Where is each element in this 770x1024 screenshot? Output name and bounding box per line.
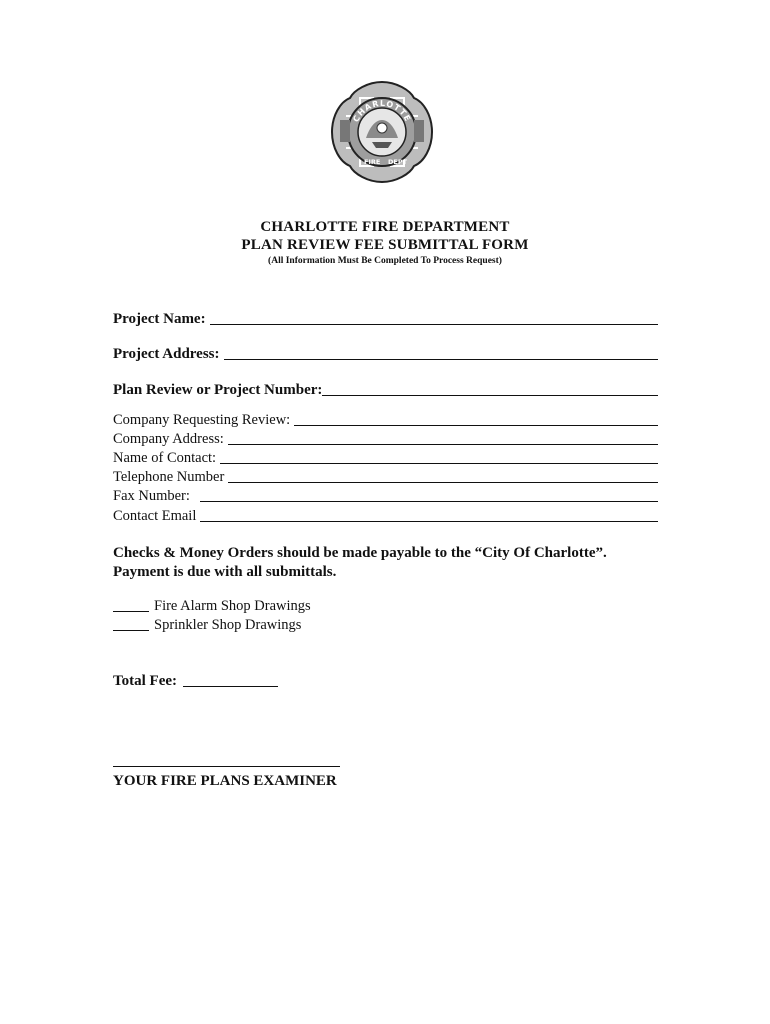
fire-department-logo <box>326 76 438 188</box>
form-title-line-2: PLAN REVIEW FEE SUBMITTAL FORM <box>241 237 529 253</box>
total-fee-field[interactable] <box>113 673 278 690</box>
total-fee-line[interactable] <box>183 686 278 687</box>
form-subtitle: (All Information Must Be Completed To Process Request) <box>268 256 502 266</box>
project-name-field[interactable] <box>113 311 658 328</box>
name-of-contact-label: Name of Contact: <box>113 450 217 466</box>
sprinkler-shop-drawings-option[interactable] <box>113 617 301 634</box>
company-address-field[interactable] <box>113 431 658 448</box>
fax-number-label: Fax Number: <box>113 488 190 504</box>
fax-number-line[interactable] <box>200 501 658 502</box>
company-address-label: Company Address: <box>113 431 224 447</box>
sprinkler-shop-drawings-label: Sprinkler Shop Drawings <box>154 617 302 633</box>
name-of-contact-line[interactable] <box>220 463 658 464</box>
logo-bottom-right-text: DEPT <box>388 158 408 166</box>
company-requesting-review-label: Company Requesting Review: <box>113 412 291 428</box>
telephone-number-line[interactable] <box>228 482 658 483</box>
examiner-signature-label: YOUR FIRE PLANS EXAMINER <box>113 773 337 789</box>
telephone-number-label: Telephone Number <box>113 469 225 485</box>
logo-bottom-left-text: FIRE <box>364 158 381 166</box>
plan-review-number-line[interactable] <box>322 395 658 396</box>
examiner-signature-line[interactable] <box>113 766 340 767</box>
fire-alarm-checkbox-line[interactable] <box>113 611 149 612</box>
fax-number-field[interactable] <box>113 488 658 505</box>
payment-note-line-2: Payment is due with all submittals. <box>113 564 337 580</box>
fire-alarm-shop-drawings-option[interactable] <box>113 598 311 615</box>
logo-top-text: CHARLOTTE <box>351 98 413 124</box>
plan-review-number-field[interactable] <box>113 382 658 399</box>
form-title-line-1: CHARLOTTE FIRE DEPARTMENT <box>260 219 510 235</box>
contact-email-label: Contact Email <box>113 508 197 524</box>
project-name-label: Project Name: <box>113 311 206 327</box>
company-requesting-review-line[interactable] <box>294 425 658 426</box>
project-address-line[interactable] <box>224 359 658 360</box>
telephone-number-field[interactable] <box>113 469 658 486</box>
plan-review-number-label: Plan Review or Project Number: <box>113 382 323 398</box>
name-of-contact-field[interactable] <box>113 450 658 467</box>
company-address-line[interactable] <box>228 444 658 445</box>
company-requesting-review-field[interactable] <box>113 412 658 429</box>
contact-email-field[interactable] <box>113 508 658 525</box>
project-address-field[interactable] <box>113 346 658 363</box>
contact-email-line[interactable] <box>200 521 658 522</box>
fire-alarm-shop-drawings-label: Fire Alarm Shop Drawings <box>154 598 311 614</box>
total-fee-label: Total Fee: <box>113 673 178 689</box>
sprinkler-checkbox-line[interactable] <box>113 630 149 631</box>
project-name-line[interactable] <box>210 324 658 325</box>
project-address-label: Project Address: <box>113 346 220 362</box>
payment-note-line-1: Checks & Money Orders should be made payable to the “City Of Charlotte”. <box>113 545 607 561</box>
